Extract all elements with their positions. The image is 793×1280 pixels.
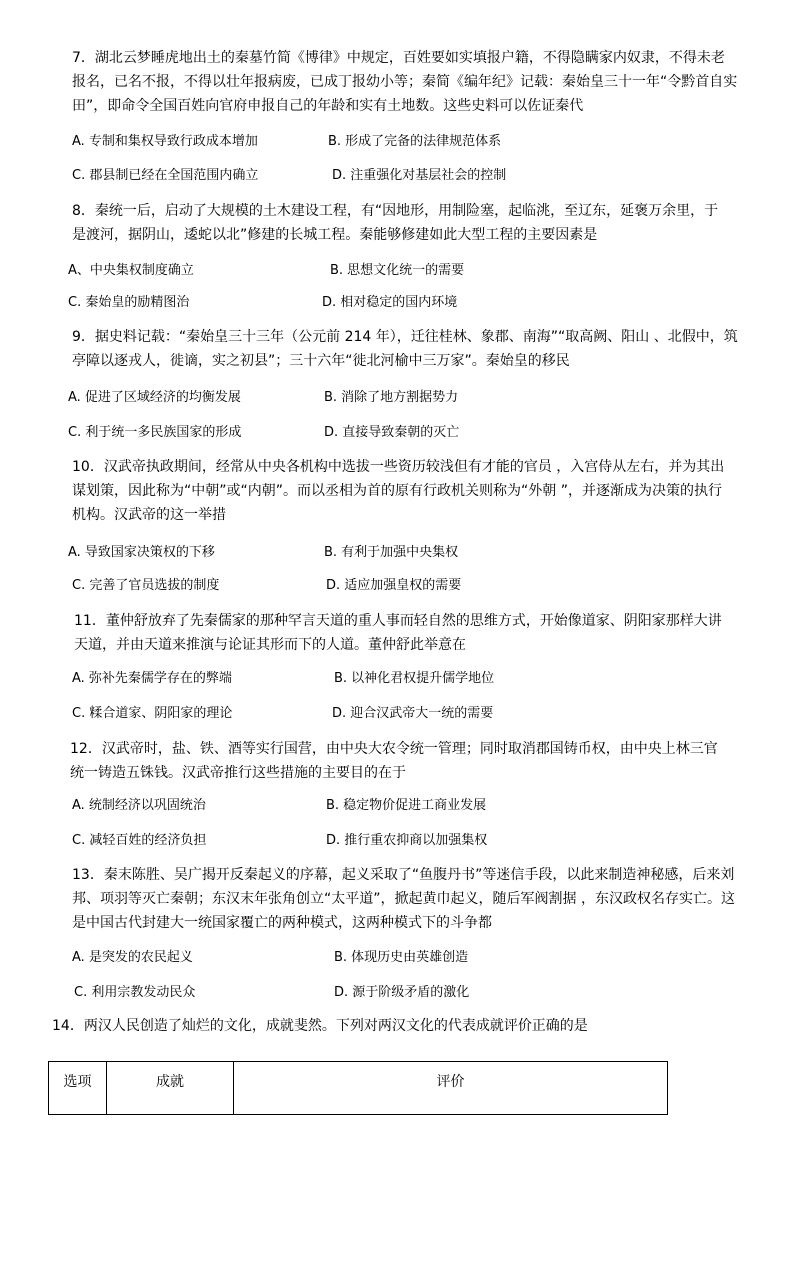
option-13-d[interactable]: D. 源于阶级矛盾的激化 (334, 985, 470, 1000)
question-13-text: 13．秦末陈胜、吴广揭开反秦起义的序幕，起义采取了“鱼腹丹书”等迷信手段，以此来制造神秘感，后来刘邦、项羽等灭亡秦朝；东汉末年张角创立“太平道”，掀起黄巾起义，随后军阀割据 ，东汉政权名存实亡。这是中国古代封建大一统国家覆亡的两种模式，这两种模式下的斗争都 (72, 867, 735, 931)
option-13-b[interactable]: B. 体现历史由英雄创造 (334, 950, 469, 965)
question-9 (72, 325, 738, 373)
option-9-c[interactable]: C. 利于统一多民族国家的形成 (68, 425, 242, 440)
option-11-a[interactable]: A. 弥补先秦儒学存在的弊端 (72, 671, 232, 686)
question-7 (72, 46, 738, 118)
option-13-a[interactable]: A. 是突发的农民起义 (72, 950, 193, 965)
question-14-text: 14．两汉人民创造了灿烂的文化，成就斐然。下列对两汉文化的代表成就评价正确的是 (52, 1018, 588, 1034)
option-10-a[interactable]: A. 导致国家决策权的下移 (68, 545, 215, 560)
option-8-b[interactable]: B. 思想文化统一的需要 (330, 263, 465, 278)
option-11-d[interactable]: D. 迎合汉武帝大一统的需要 (332, 706, 494, 721)
option-13-c[interactable]: C. 利用宗教发动民众 (74, 985, 196, 1000)
question-12 (70, 737, 730, 785)
option-9-a[interactable]: A. 促进了区域经济的均衡发展 (68, 390, 241, 405)
question-11 (74, 609, 726, 657)
question-10-text: 10．汉武帝执政期间，经常从中央各机构中选拔一些资历较浅但有才能的官员 ，入宫侍从左右，并为其出谋划策，因此称为“中朝”或“内朝”。而以丞相为首的原有行政机关则称为“外朝 ”，并逐渐成为决策的执行机构。汉武帝的这一举措 (72, 459, 725, 523)
question-11-text: 11．董仲舒放弃了先秦儒家的那种罕言天道的重人事而轻自然的思维方式，开始像道家、阴阳家那样大讲天道，并由天道来推演与论证其形而下的人道。董仲舒此举意在 (74, 613, 722, 653)
question-12-text: 12．汉武帝时，盐、铁、酒等实行国营，由中央大农令统一管理；同时取消郡国铸币权，由中央上林三官统一铸造五铢钱。汉武帝推行这些措施的主要目的在于 (70, 741, 718, 781)
table-header-option: 选项 (49, 1062, 107, 1115)
option-7-c[interactable]: C. 郡县制已经在全国范围内确立 (72, 168, 259, 183)
option-10-c[interactable]: C. 完善了官员选拔的制度 (72, 578, 220, 593)
table-header-row (49, 1062, 668, 1115)
question-9-text: 9．据史料记载：“秦始皇三十三年（公元前 214 年），迁往桂林、象郡、南海”“取高阙、阳山 、北假中，筑亭障以逐戎人，徙谪，实之初县”；三十六年“徙北河榆中三万家”。秦始皇的移民 (72, 329, 738, 369)
question-7-text: 7．湖北云梦睡虎地出土的秦墓竹简《博律》中规定，百姓要如实填报户籍，不得隐瞒家内奴隶，不得未老报名，已名不报，不得以壮年报病废，已成丁报幼小等；秦简《编年纪》记载：秦始皇三十一年“令黔首自实田”，即命令全国百姓向官府申报自己的年龄和实有土地数。这些史料可以佐证秦代 (72, 50, 738, 114)
option-8-a[interactable]: A、中央集权制度确立 (68, 263, 194, 278)
option-10-d[interactable]: D. 适应加强皇权的需要 (326, 578, 462, 593)
question-8-text: 8．秦统一后，启动了大规模的土木建设工程，有“因地形，用制险塞，起临洮，至辽东，延褒万余里，于是渡河，据阴山，逶蛇以北”修建的长城工程。秦能够修建如此大型工程的主要因素是 (72, 203, 719, 243)
option-11-b[interactable]: B. 以神化君权提升儒学地位 (334, 671, 495, 686)
table-header-achievement: 成就 (107, 1062, 234, 1115)
option-7-d[interactable]: D. 注重强化对基层社会的控制 (332, 168, 507, 183)
option-8-c[interactable]: C. 秦始皇的励精图治 (68, 295, 190, 310)
option-10-b[interactable]: B. 有利于加强中央集权 (324, 545, 459, 560)
question-10 (72, 455, 732, 527)
option-9-d[interactable]: D. 直接导致秦朝的灭亡 (324, 425, 460, 440)
question-14 (52, 1014, 752, 1038)
option-12-c[interactable]: C. 减轻百姓的经济负担 (72, 833, 207, 848)
option-12-d[interactable]: D. 推行重农抑商以加强集权 (326, 833, 488, 848)
question-13 (72, 863, 736, 935)
table-header-evaluation: 评价 (234, 1062, 668, 1115)
option-7-b[interactable]: B. 形成了完备的法律规范体系 (328, 134, 502, 149)
option-9-b[interactable]: B. 消除了地方割据势力 (324, 390, 459, 405)
option-7-a[interactable]: A. 专制和集权导致行政成本增加 (72, 134, 258, 149)
answer-table (48, 1061, 668, 1115)
option-8-d[interactable]: D. 相对稳定的国内环境 (322, 295, 458, 310)
option-12-a[interactable]: A. 统制经济以巩固统治 (72, 798, 206, 813)
question-8 (72, 199, 732, 247)
option-12-b[interactable]: B. 稳定物价促进工商业发展 (326, 798, 487, 813)
option-11-c[interactable]: C. 糅合道家、阴阳家的理论 (72, 706, 233, 721)
